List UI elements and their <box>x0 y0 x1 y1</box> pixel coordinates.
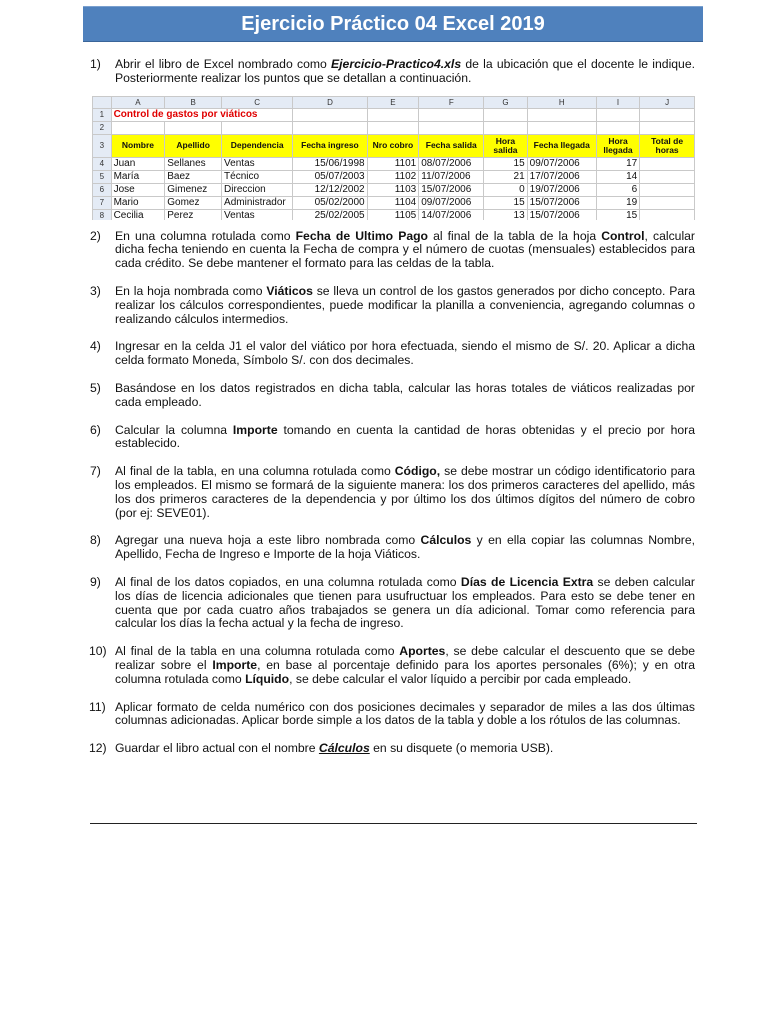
table-cell: 19 <box>596 196 639 209</box>
table-cell: 15/07/2006 <box>419 183 484 196</box>
empty-cell <box>640 108 695 121</box>
row-number: 4 <box>93 157 112 170</box>
empty-cell <box>367 121 419 134</box>
exercise-item <box>90 285 695 326</box>
body-text: Al final de los datos copiados, en una columna rotulada como <box>115 574 461 589</box>
exercise-item <box>90 701 695 729</box>
table-cell: 1105 <box>367 209 419 220</box>
table-cell: 25/02/2005 <box>293 209 367 220</box>
table-cell <box>640 183 695 196</box>
exercise-item <box>90 465 695 520</box>
table-cell: 1102 <box>367 170 419 183</box>
table-cell: Baez <box>165 170 222 183</box>
spreadsheet-preview <box>92 96 695 220</box>
table-cell: 14 <box>596 170 639 183</box>
exercise-item <box>90 534 695 562</box>
empty-cell <box>484 108 527 121</box>
table-cell: María <box>111 170 165 183</box>
emphasis-text: Aportes <box>399 644 446 659</box>
empty-cell <box>596 108 639 121</box>
emphasis-text: Importe <box>212 657 258 672</box>
emphasis-text: Ejercicio-Practico4.xls <box>331 57 462 71</box>
body-text: se lleva un control de los gastos generados por dicho concepto. Para realizar los cálculos correspondientes, puede modificar la planilla a conveniencia, agregando columnas o realizando cálculos intermedios. <box>115 283 695 326</box>
emphasis-text: Cálculos <box>318 741 370 756</box>
column-header: Hora salida <box>484 134 527 157</box>
page-title-banner <box>83 6 703 42</box>
column-letters-row <box>93 96 695 108</box>
table-cell: Perez <box>165 209 222 220</box>
exercise-number: 2) <box>90 228 101 243</box>
table-cell <box>640 157 695 170</box>
column-header: Total de horas <box>640 134 695 157</box>
empty-cell <box>419 108 484 121</box>
table-row <box>93 157 695 170</box>
empty-cell <box>596 121 639 134</box>
table-cell: 14/07/2006 <box>419 209 484 220</box>
table-cell: 17 <box>596 157 639 170</box>
body-text: se deben calcular los días de licencia adicionales que tienen para usufructuar los empleados. Para esto se debe tener en cuenta que por cada cuatro años trabajados se genera un día adicional. Tomar como referencia para calcular los días la fecha actual y la fecha de ingreso. <box>115 574 695 631</box>
exercise-number: 1) <box>90 57 101 71</box>
column-header: Hora llegada <box>596 134 639 157</box>
exercise-item <box>90 424 695 452</box>
exercise-number: 4) <box>90 339 101 354</box>
corner-cell <box>93 96 112 108</box>
body-text: En la hoja nombrada como <box>115 283 267 298</box>
table-cell: Sellanes <box>165 157 222 170</box>
body-text: Al final de la tabla en una columna rotulada como <box>115 644 400 659</box>
table-cell: Juan <box>111 157 165 170</box>
column-header: Nombre <box>111 134 165 157</box>
body-text: Abrir el libro de Excel nombrado como <box>115 57 332 71</box>
column-header: Apellido <box>165 134 222 157</box>
table-cell: 15 <box>484 196 527 209</box>
exercise-number: 12) <box>89 741 107 756</box>
column-letter: C <box>222 96 293 108</box>
table-cell: Administrador <box>222 196 293 209</box>
column-header: Fecha llegada <box>527 134 596 157</box>
column-letter: A <box>111 96 165 108</box>
table-cell: 1101 <box>367 157 419 170</box>
exercise-number: 8) <box>90 533 101 548</box>
table-cell: 09/07/2006 <box>527 157 596 170</box>
column-header: Fecha ingreso <box>293 134 367 157</box>
table-row <box>93 209 695 220</box>
column-letter: F <box>419 96 484 108</box>
row-number: 2 <box>93 121 112 134</box>
exercise-number: 3) <box>90 283 101 298</box>
emphasis-text: Fecha de Ultimo Pago <box>295 228 429 243</box>
table-row <box>93 196 695 209</box>
column-letter: I <box>596 96 639 108</box>
empty-cell <box>293 108 367 121</box>
exercise-item <box>90 58 695 86</box>
empty-cell <box>111 121 165 134</box>
body-text: En una columna rotulada como <box>115 228 296 243</box>
column-header: Nro cobro <box>367 134 419 157</box>
emphasis-text: Líquido <box>245 671 290 686</box>
body-text: , en base al porcentaje definido para los aportes personales (6%); y en otra columna rotulada como <box>115 657 696 686</box>
exercise-item <box>90 742 695 756</box>
exercise-item <box>90 382 695 410</box>
exercise-number: 6) <box>90 422 101 437</box>
footer-divider <box>90 823 697 824</box>
column-letter: E <box>367 96 419 108</box>
table-cell: 21 <box>484 170 527 183</box>
exercise-item <box>90 576 695 631</box>
body-text: en su disquete (o memoria USB). <box>369 741 554 756</box>
table-cell: 15/07/2006 <box>527 196 596 209</box>
column-header: Fecha salida <box>419 134 484 157</box>
table-row <box>93 183 695 196</box>
table-cell: Ventas <box>222 209 293 220</box>
empty-cell <box>640 121 695 134</box>
empty-cell <box>484 121 527 134</box>
table-cell: 19/07/2006 <box>527 183 596 196</box>
exercise-number: 5) <box>90 380 101 395</box>
emphasis-text: Código, <box>394 464 441 479</box>
emphasis-text: Cálculos <box>420 533 472 548</box>
body-text: , calcular dicha fecha teniendo en cuenta la Fecha de compra y el número de cuotas (mensuales) establecidos para cada crédito. Se debe mantener el formato para las celdas de la tabla. <box>115 228 695 271</box>
exercise-item <box>90 645 695 686</box>
table-cell: Gimenez <box>165 183 222 196</box>
exercise-number: 10) <box>89 644 107 659</box>
table-cell: Jose <box>111 183 165 196</box>
table-cell: 17/07/2006 <box>527 170 596 183</box>
body-text: Guardar el libro actual con el nombre <box>115 741 319 756</box>
empty-cell <box>367 108 419 121</box>
body-text: de la ubicación que el docente le indique. Posteriormente realizar los puntos que se detallan a continuación. <box>115 57 695 85</box>
table-cell: 11/07/2006 <box>419 170 484 183</box>
exercise-item <box>90 230 695 271</box>
empty-cell <box>527 121 596 134</box>
body-text: , se debe calcular el descuento que se debe realizar sobre el <box>115 644 695 672</box>
column-letter: G <box>484 96 527 108</box>
table-row <box>93 121 695 134</box>
column-letter: H <box>527 96 596 108</box>
body-text: Calcular la columna <box>115 422 233 437</box>
table-row <box>93 170 695 183</box>
body-text: tomando en cuenta la cantidad de horas obtenidas y el precio por hora establecido. <box>115 422 695 451</box>
table-cell: 0 <box>484 183 527 196</box>
row-number: 6 <box>93 183 112 196</box>
table-cell <box>640 209 695 220</box>
row-number: 5 <box>93 170 112 183</box>
exercise-item <box>90 340 695 368</box>
body-text: se debe mostrar un código identificatorio para los empleados. El mismo se formará de la siguiente manera: los dos primeros caracteres del apellido, más los dos primeros caracteres de la dependencia y por último los dos últimos dígitos del número de cobro (por ej: SEVE01). <box>115 464 695 520</box>
exercise-number: 9) <box>90 574 101 589</box>
page-title: Ejercicio Práctico 04 Excel 2019 <box>241 13 545 35</box>
table-cell: 15 <box>596 209 639 220</box>
empty-cell <box>165 121 222 134</box>
body-text: Agregar una nueva hoja a este libro nombrada como <box>115 533 421 548</box>
table-cell: Técnico <box>222 170 293 183</box>
table-cell: Mario <box>111 196 165 209</box>
exercise-number: 11) <box>89 699 106 714</box>
table-row <box>93 108 695 121</box>
exercise-list <box>90 58 695 756</box>
table-cell: 13 <box>484 209 527 220</box>
sheet-title-cell <box>111 108 293 121</box>
table-cell: Ventas <box>222 157 293 170</box>
row-number: 1 <box>93 108 112 121</box>
table-cell: 15/07/2006 <box>527 209 596 220</box>
emphasis-text: Importe <box>232 422 278 437</box>
column-header: Dependencia <box>222 134 293 157</box>
body-text: Aplicar formato de celda numérico con dos posiciones decimales y separador de miles a las dos últimas columnas adicionadas. Aplicar borde simple a los datos de la tabla y doble a los rótulos de las columnas. <box>115 699 695 728</box>
table-cell: 12/12/2002 <box>293 183 367 196</box>
emphasis-text: Control <box>601 228 645 243</box>
row-number: 8 <box>93 209 112 220</box>
spreadsheet-table <box>92 96 695 220</box>
table-cell: Cecilia <box>111 209 165 220</box>
table-cell <box>640 196 695 209</box>
body-text: y en ella copiar las columnas Nombre, Apellido, Fecha de Ingreso e Importe de la hoja Viáticos. <box>115 533 695 562</box>
emphasis-text: Viáticos <box>266 283 313 298</box>
column-letter: D <box>293 96 367 108</box>
emphasis-text: Días de Licencia Extra <box>460 574 594 589</box>
column-letter: B <box>165 96 222 108</box>
empty-cell <box>293 121 367 134</box>
table-cell <box>640 170 695 183</box>
table-cell: Gomez <box>165 196 222 209</box>
empty-cell <box>419 121 484 134</box>
body-text: Al final de la tabla, en una columna rotulada como <box>115 464 395 479</box>
table-cell: 1103 <box>367 183 419 196</box>
row-number: 7 <box>93 196 112 209</box>
table-cell: 08/07/2006 <box>419 157 484 170</box>
table-cell: 1104 <box>367 196 419 209</box>
body-text: Basándose en los datos registrados en dicha tabla, calcular las horas totales de viáticos realizadas por cada empleado. <box>115 380 695 409</box>
table-cell: 05/07/2003 <box>293 170 367 183</box>
table-cell: 6 <box>596 183 639 196</box>
body-text: Ingresar en la celda J1 el valor del viático por hora efectuada, siendo el mismo de S/. 20. Aplicar a dicha celda formato Moneda, Símbolo S/. con dos decimales. <box>115 339 695 368</box>
body-text: al final de la tabla de la hoja <box>428 228 602 243</box>
table-cell: 09/07/2006 <box>419 196 484 209</box>
row-number: 3 <box>93 134 112 157</box>
exercise-number: 7) <box>90 464 101 479</box>
empty-cell <box>222 121 293 134</box>
table-cell: 15 <box>484 157 527 170</box>
body-text: , se debe calcular el valor líquido a percibir por cada empleado. <box>289 671 632 686</box>
table-cell: 05/02/2000 <box>293 196 367 209</box>
sheet-title: Control de gastos por viáticos <box>113 109 258 121</box>
header-row <box>93 134 695 157</box>
table-cell: 15/06/1998 <box>293 157 367 170</box>
table-cell: Direccion <box>222 183 293 196</box>
empty-cell <box>527 108 596 121</box>
column-letter: J <box>640 96 695 108</box>
